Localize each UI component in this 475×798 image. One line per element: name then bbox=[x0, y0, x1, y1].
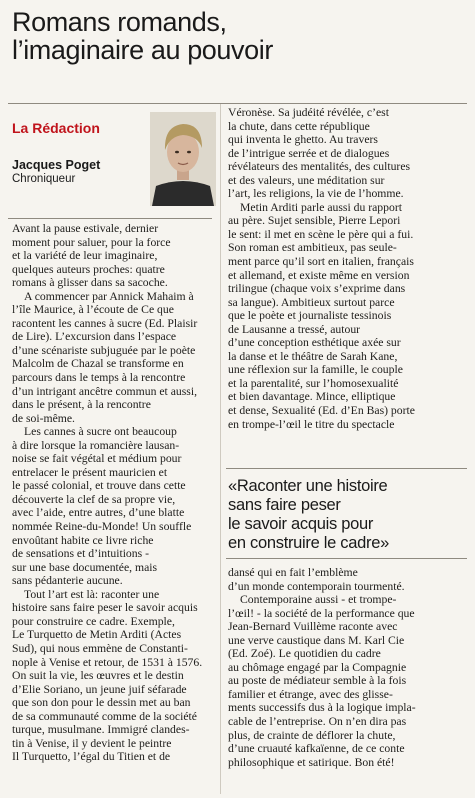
text-line: familier et étrange, avec des glisse- bbox=[228, 687, 393, 701]
text-line: On suit la vie, les œuvres et le destin bbox=[12, 669, 184, 683]
text-line: révélateurs des mentalités, des cultures bbox=[228, 160, 411, 174]
text-line: et la parentalité, sur l’homosexualité bbox=[228, 376, 399, 390]
text-line: d’Elie Soriano, un jeune juif séfarade bbox=[12, 682, 187, 696]
text-line: d’une conception esthétique axée sur bbox=[228, 336, 401, 350]
text-line: nommée Reine-du-Monde! Un souffle bbox=[12, 520, 192, 534]
text-line: A commencer par Annick Mahaim à bbox=[24, 289, 194, 303]
text-line: cable de l’entreprise. On n’en dira pas bbox=[228, 715, 407, 729]
text-line: Il Turquetto, l’égal du Titien et de bbox=[12, 750, 171, 764]
text-line: la danse et le théâtre de Sarah Kane, bbox=[228, 349, 398, 363]
text-line: plus, de crainte de déflorer la chute, bbox=[228, 728, 396, 742]
text-line: tin à Venise, il y devient le peintre bbox=[12, 736, 172, 750]
text-line: au chômage engagé par la Compagnie bbox=[228, 660, 407, 674]
text-line: dans le présent, à la rencontre bbox=[12, 398, 151, 412]
text-line: le sent: il met en scène le père qui a fui. bbox=[228, 227, 414, 241]
portrait-photo-icon bbox=[150, 112, 216, 206]
text-line: et la variété de leur imaginaire, bbox=[12, 249, 158, 263]
header-rule bbox=[8, 103, 467, 104]
byline-rule bbox=[8, 218, 212, 219]
text-line: moment pour saluer, pour la force bbox=[12, 235, 171, 249]
text-line: dansé qui en fait l’emblème bbox=[228, 566, 358, 579]
text-line: une verve caustique dans M. Karl Cie bbox=[228, 633, 405, 647]
text-line: nople à Venise et retour, de 1531 à 1576. bbox=[12, 655, 203, 669]
column-separator bbox=[220, 104, 221, 794]
text-line: et des valeurs, une méditation sur bbox=[228, 173, 385, 187]
text-line: d’un intrigant ancêtre commun et aussi, bbox=[12, 384, 197, 398]
text-line: entrelacer le présent mauricien et bbox=[12, 465, 168, 479]
rubric-label: La Rédaction bbox=[12, 120, 100, 136]
text-line: qui inventa le ghetto. Au travers bbox=[228, 133, 378, 147]
author-byline bbox=[12, 158, 100, 186]
text-line: Sud), qui nous emmène de Constanti- bbox=[12, 641, 188, 655]
text-line: Le Turquetto de Metin Arditi (Actes bbox=[12, 628, 182, 642]
text-line: trilingue (chaque voix s’exprime dans bbox=[228, 282, 406, 296]
text-line: pour construire ce cadre. Exemple, bbox=[12, 614, 175, 628]
text-line: au père. Sujet sensible, Pierre Lepori bbox=[228, 214, 401, 228]
headline bbox=[12, 8, 462, 64]
text-line: de l’intrigue serrée et de dialogues bbox=[228, 146, 390, 160]
text-line: Malcolm de Chazal se transforme en bbox=[12, 357, 184, 371]
pull-quote-line: en construire le cadre» bbox=[228, 534, 389, 552]
text-line: turque, musulmane. Immigré clandes- bbox=[12, 723, 190, 737]
text-line: d’une scénariste subjuguée par le poète bbox=[12, 343, 196, 357]
text-line: sans pédanterie aucune. bbox=[12, 574, 123, 588]
pull-quote-line: sans faire peser bbox=[228, 496, 341, 514]
text-line: découverte la clef de sa propre vie, bbox=[12, 492, 176, 506]
author-name: Jacques Poget bbox=[12, 158, 101, 172]
text-line: de Lire). L’excursion dans l’espace bbox=[12, 330, 177, 344]
text-line: de sensations et d’intuitions - bbox=[12, 547, 149, 561]
text-line: envoûtant habite ce livre riche bbox=[12, 533, 154, 547]
text-line: au poste de médiateur semble à la fois bbox=[228, 674, 407, 688]
text-line: Les cannes à sucre ont beaucoup bbox=[24, 425, 177, 439]
pull-quote-line: «Raconter une histoire bbox=[228, 477, 388, 495]
text-line: Avant la pause estivale, dernier bbox=[12, 222, 159, 235]
text-line: de sa communauté comme de la société bbox=[12, 709, 197, 723]
text-line: sur une base documentée, mais bbox=[12, 560, 158, 574]
pull-quote bbox=[228, 477, 464, 553]
text-line: avec l’aide, entre autres, d’une blatte bbox=[12, 506, 185, 520]
author-role: Chroniqueur bbox=[12, 173, 76, 185]
author-photo bbox=[150, 112, 216, 206]
text-line: histoire sans faire peser le savoir acquis bbox=[12, 601, 198, 615]
text-line: parcours dans le temps à la rencontre bbox=[12, 371, 186, 385]
text-line: que le poète et journaliste tessinois bbox=[228, 309, 392, 323]
text-line: à dire lorsque la romancière lausan- bbox=[12, 438, 180, 452]
text-line: Contemporaine aussi - et trompe- bbox=[240, 593, 397, 607]
text-line: une réflexion sur la famille, le couple bbox=[228, 363, 403, 377]
text-line: d’un monde contemporain tourmenté. bbox=[228, 579, 405, 593]
text-line: (Ed. Zoé). Le quotidien du cadre bbox=[228, 647, 381, 661]
right-column-top bbox=[228, 106, 468, 431]
pull-quote-line: le savoir acquis pour bbox=[228, 515, 374, 533]
text-line: d’une cruauté kafkaïenne, de ce conte bbox=[228, 742, 405, 756]
text-line: quelques auteurs proches: quatre bbox=[12, 262, 165, 276]
text-line: sa langue). Ambitieux surtout parce bbox=[228, 295, 395, 309]
text-line: ment parce qu’il sort en italien, français bbox=[228, 255, 414, 269]
text-line: le passé colonial, et trouve dans cette bbox=[12, 479, 186, 493]
text-line: romans à glisser dans sa sacoche. bbox=[12, 276, 168, 290]
quote-rule-bottom bbox=[226, 558, 467, 559]
text-line: et allemand, et existe même en version bbox=[228, 268, 410, 282]
left-column bbox=[12, 222, 216, 764]
text-line: et bien davantage. Mince, elliptique bbox=[228, 390, 396, 404]
text-line: Tout l’art est là: raconter une bbox=[24, 587, 160, 601]
text-line: Son roman est ambitieux, pas seule- bbox=[228, 241, 397, 255]
text-line: l’art, les religions, la vie de l’homme. bbox=[228, 187, 404, 201]
text-line: ments successifs dus à la logique impla- bbox=[228, 701, 416, 715]
text-line: la chute, dans cette république bbox=[228, 119, 370, 133]
quote-rule-top bbox=[226, 468, 467, 469]
text-line: noise se fait végétal et médium pour bbox=[12, 452, 182, 466]
headline-line-2: l’imaginaire au pouvoir bbox=[12, 35, 273, 65]
text-line: Metin Arditi parle aussi du rapport bbox=[240, 200, 402, 214]
text-line: Véronèse. Sa judéité révélée, c’est bbox=[228, 106, 389, 119]
text-line: l’œil! - la société de la performance que bbox=[228, 606, 415, 620]
text-line: que son don pour le dessin met au ban bbox=[12, 696, 191, 710]
text-line: de soi-même. bbox=[12, 411, 75, 425]
text-line: de Lausanne a tressé, autour bbox=[228, 322, 361, 336]
text-line: et dense, Sexualité (Ed. d’En Bas) porte bbox=[228, 404, 415, 418]
headline-line-1: Romans romands, bbox=[12, 7, 227, 37]
text-line: l’île Maurice, à l’écoute de Ce que bbox=[12, 303, 174, 317]
text-line: en trompe-l’œil le titre du spectacle bbox=[228, 417, 395, 431]
right-column-bottom bbox=[228, 566, 468, 769]
text-line: Jean-Bernard Vuillème raconte avec bbox=[228, 620, 398, 634]
text-line: racontent les cannes à sucre (Ed. Plaisir bbox=[12, 316, 198, 330]
text-line: philosophique et satirique. Bon été! bbox=[228, 755, 395, 769]
